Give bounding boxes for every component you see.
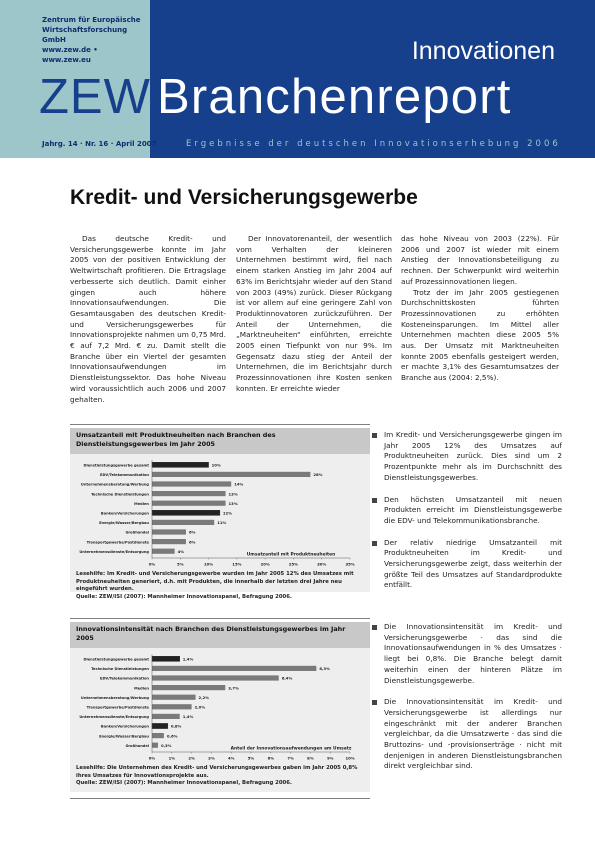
bar bbox=[152, 549, 175, 554]
bar-chart-product-share bbox=[76, 458, 364, 570]
org-name-line1: Zentrum für Europäische bbox=[42, 16, 141, 24]
category-label: Energie/Wasser/Bergbau bbox=[99, 734, 149, 739]
bullet-square-icon bbox=[372, 498, 377, 503]
x-tick-label: 9% bbox=[326, 755, 334, 761]
list-item bbox=[372, 430, 562, 484]
x-tick-label: 1% bbox=[168, 755, 176, 761]
body-column-3 bbox=[401, 234, 559, 384]
category-label: Unternehmensdienste/Entsorgung bbox=[79, 715, 149, 720]
list-item bbox=[372, 538, 562, 592]
data-label: 6% bbox=[188, 539, 196, 545]
category-label: Energie/Wasser/Bergbau bbox=[99, 521, 149, 526]
category-label: EDV/Telekommunikation bbox=[99, 676, 149, 681]
category-label: Medien bbox=[134, 686, 149, 691]
data-label: 13% bbox=[228, 500, 238, 506]
category-label: Banken/Versicherungen bbox=[100, 511, 149, 516]
data-label: 0,3% bbox=[160, 742, 172, 748]
chart-reading-aid: Lesehilfe: Die Unternehmen des Kredit- und Versicherungsgewerbes gaben im Jahr 2005 0,8% ihres Umsatzes für Innovationsprojekte aus. bbox=[76, 765, 358, 779]
bullet-square-icon bbox=[372, 433, 377, 438]
chart-plot bbox=[76, 652, 364, 764]
bar bbox=[152, 510, 220, 515]
list-item bbox=[372, 495, 562, 527]
data-label: 0,8% bbox=[170, 723, 182, 729]
x-tick-label: 6% bbox=[267, 755, 275, 761]
x-tick-label: 5% bbox=[247, 755, 255, 761]
category-label: Unternehmensberatung/Werbung bbox=[80, 695, 149, 700]
x-tick-label: 3% bbox=[208, 755, 215, 761]
list-item bbox=[372, 697, 562, 772]
x-tick-label: 10% bbox=[204, 561, 214, 567]
bar bbox=[152, 656, 180, 661]
report-subtitle: Ergebnisse der deutschen Innovationserhebung 2006 bbox=[186, 139, 561, 149]
chart-source: Quelle: ZEW/ISI (2007): Mannheimer Innovationspanel, Befragung 2006. bbox=[76, 780, 292, 786]
category-label: Technische Dienstleistungen bbox=[91, 667, 149, 672]
bar bbox=[152, 743, 158, 748]
zew-logo: ZEW bbox=[39, 70, 151, 124]
issue-info: Jahrg. 14 · Nr. 16 · April 2007 bbox=[42, 140, 157, 148]
bar bbox=[152, 472, 310, 477]
x-tick-label: 10% bbox=[345, 755, 355, 761]
category-label: Großhandel bbox=[125, 530, 149, 535]
bullet-text: Den höchsten Umsatzanteil mit neuen Produkten erreicht im Dienstleistungsgewerbe die EDV- und Telekommunikationsbranche. bbox=[384, 494, 562, 525]
chart-box-product-share bbox=[70, 428, 370, 600]
bar bbox=[152, 695, 196, 700]
bar bbox=[152, 704, 192, 709]
chart-source: Quelle: ZEW/ISI (2007): Mannheimer Innovationspanel, Befragung 2006. bbox=[76, 593, 292, 600]
category-label: Technische Dienstleistungen bbox=[91, 492, 149, 497]
category-label: Großhandel bbox=[125, 743, 149, 748]
x-tick-label: 20% bbox=[260, 561, 270, 567]
paragraph: Der Innovatorenanteil, der wesentlich vom Verhalten der kleineren Unternehmen bestimmt wird, fiel nach einem starken Anstieg im Jahr 2004 auf 63% im Berichtsjahr wieder auf den Stand von 2003 (49%) zurück. Dieser Rückgang ist vor allem auf eine geringere Zahl von Produktinnovatoren zurückzuführen. Der Anteil der Unternehmen, die „Marktneuheiten“ einführten, erreichte 2005 einen Tiefpunkt von nur 9%. Im Gegensatz dazu stieg der Anteil der Unternehmen, die im Berichtsjahr durch Prozessinnovationen ihre Kosten senken konnten. Er erreichte wieder bbox=[236, 234, 392, 393]
data-label: 1,4% bbox=[182, 714, 194, 720]
data-label: 6% bbox=[188, 529, 196, 535]
bar bbox=[152, 481, 231, 486]
bullet-square-icon bbox=[372, 541, 377, 546]
bar bbox=[152, 462, 209, 467]
chart-title: Innovationsintensität nach Branchen des Dienstleistungsgewerbes im Jahr 2005 bbox=[70, 622, 370, 648]
data-label: 13% bbox=[228, 491, 238, 497]
chart-reading-aid: Lesehilfe: Im Kredit- und Versicherungsgewerbe wurden im Jahr 2005 12% des Umsatzes mit Produktneuheiten generiert, d.h. mit Produkten, die innerhalb der letzten drei Jahre neu eingeführt wurden. bbox=[76, 571, 354, 592]
x-tick-label: 4% bbox=[227, 755, 235, 761]
data-label: 2,0% bbox=[194, 704, 206, 710]
bar bbox=[152, 714, 180, 719]
data-label: 6,4% bbox=[281, 675, 293, 681]
bullet-list-1 bbox=[372, 430, 562, 602]
body-column-1 bbox=[70, 234, 226, 405]
bar-chart-innovation-intensity bbox=[76, 652, 364, 764]
category-label: Transportgewerbe/Postdienste bbox=[86, 705, 149, 710]
org-urls: www.zew.de • www.zew.eu bbox=[42, 46, 98, 64]
organization-info bbox=[42, 15, 146, 65]
bar bbox=[152, 501, 226, 506]
bar bbox=[152, 733, 164, 738]
bullet-text: Im Kredit- und Versicherungsgewerbe gingen im Jahr 2005 12% des Umsatzes auf Produktneuheiten zurück. Dies sind um 2 Prozentpunkte mehr als im Durchschnitt des Dienstleistungsgewerbes. bbox=[384, 430, 562, 482]
bullet-text: Die Innovationsintensität im Kredit- und Versicherungsgewerbe ist allerdings nur eingeschränkt mit der anderer Branchen vergleichbar, da die Umsatzwerte · das sind die Bruttozins- und -provisionserträge · nicht mit denjenigen in anderen Dienstleistungsbranchen direkt vergleichbar sind. bbox=[384, 697, 562, 771]
category-label: Banken/Versicherungen bbox=[100, 724, 149, 729]
list-item bbox=[372, 622, 562, 686]
bullet-list-2 bbox=[372, 622, 562, 783]
x-tick-label: 35% bbox=[345, 561, 355, 567]
category-label: Dienstleistungsgewerbe gesamt bbox=[83, 657, 149, 662]
report-title-big: Branchenreport bbox=[157, 70, 512, 124]
chart-top-rule bbox=[70, 424, 370, 425]
bar bbox=[152, 520, 214, 525]
category-label: Medien bbox=[134, 501, 149, 506]
bar bbox=[152, 666, 316, 671]
x-tick-label: 7% bbox=[287, 755, 294, 761]
data-label: 1,4% bbox=[182, 656, 194, 662]
x-tick-label: 25% bbox=[288, 561, 298, 567]
data-label: 11% bbox=[217, 520, 227, 526]
data-label: 0,6% bbox=[166, 733, 178, 739]
x-axis-label: Anteil der Innovationsaufwendungen am Umsatz bbox=[230, 746, 352, 752]
x-tick-label: 30% bbox=[317, 561, 327, 567]
chart-note bbox=[76, 571, 366, 601]
bullet-square-icon bbox=[372, 700, 377, 705]
report-title-small: Innovationen bbox=[411, 37, 555, 65]
chart-bottom-rule bbox=[70, 798, 370, 799]
data-label: 4% bbox=[177, 548, 185, 554]
bar bbox=[152, 529, 186, 534]
data-label: 8,3% bbox=[319, 666, 330, 672]
paragraph: Das deutsche Kredit- und Versicherungsgewerbe konnte im Jahr 2005 von der positiven Entwicklung der Weltwirtschaft profitieren. Die Ertragslage verbesserte sich deutlich. Damit einher gingen auch höhere Innovationsaufwendungen. Die Gesamtausgaben des deutschen Kredit- und Versicherungsgewerbes für Innovationsprojekte nahmen um 0,75 Mrd. € auf 7,2 Mrd. € zu. Damit stellt die Branche über ein Viertel der gesamten Innovationsaufwendungen im Dienstleistungssektor. Das hohe Niveau wird voraussichtlich auch 2006 und 2007 gehalten. bbox=[70, 234, 226, 404]
x-tick-label: 0% bbox=[148, 755, 156, 761]
bar bbox=[152, 685, 225, 690]
data-label: 14% bbox=[234, 481, 244, 487]
data-label: 10% bbox=[211, 462, 221, 468]
x-tick-label: 2% bbox=[188, 755, 195, 761]
chart-top-rule bbox=[70, 618, 370, 619]
paragraph: Trotz der im Jahr 2005 gestiegenen Durchschnittskosten führten Prozessinnovationen zu erhöhten Kosteneinsparungen. Im Mittel aller Unternehmen machten diese 2005 5% aus. Der Umsatz mit Marktneuheiten konnte 2005 ebenfalls gesteigert werden, er machte 3,1% des Gesamtumsatzes der Branche aus (2004: 2,5%). bbox=[401, 287, 559, 383]
data-label: 28% bbox=[313, 472, 323, 478]
category-label: EDV/Telekommunikation bbox=[99, 473, 149, 478]
x-axis-label: Umsatzanteil mit Produktneuheiten bbox=[246, 552, 336, 558]
bar bbox=[152, 723, 168, 728]
category-label: Unternehmensberatung/Werbung bbox=[80, 482, 149, 487]
category-label: Unternehmensdienste/Entsorgung bbox=[79, 549, 149, 554]
page-title: Kredit- und Versicherungsgewerbe bbox=[70, 186, 418, 209]
x-tick-label: 0% bbox=[148, 561, 156, 567]
bar bbox=[152, 675, 279, 680]
chart-plot bbox=[76, 458, 364, 570]
x-tick-label: 5% bbox=[177, 561, 184, 567]
org-name-line2: Wirtschaftsforschung GmbH bbox=[42, 26, 128, 44]
chart-title: Umsatzanteil mit Produktneuheiten nach Branchen des Dienstleistungsgewerbes im Jahr 2005 bbox=[70, 428, 370, 454]
chart-note bbox=[76, 765, 366, 788]
category-label: Transportgewerbe/Postdienste bbox=[86, 540, 149, 545]
data-label: 3,7% bbox=[228, 685, 239, 691]
bullet-square-icon bbox=[372, 625, 377, 630]
bullet-text: Die Innovationsintensität im Kredit- und Versicherungsgewerbe · das sind die Innovationsaufwendungen in % des Umsatzes · liegt bei 0,8%. Die Branche belegt damit weiterhin einen der hinteren Plätze im Dienstleistungsgewerbe. bbox=[384, 622, 562, 685]
body-column-2 bbox=[236, 234, 392, 395]
data-label: 2,2% bbox=[198, 694, 210, 700]
chart-box-innovation-intensity bbox=[70, 622, 370, 792]
x-tick-label: 15% bbox=[232, 561, 242, 567]
paragraph: das hohe Niveau von 2003 (22%). Für 2006 und 2007 ist wieder mit einem Anstieg der Innovationsbeteiligung zu rechnen. Der Schwerpunkt wird weiterhin auf Prozessinnovationen liegen. bbox=[401, 234, 559, 286]
x-tick-label: 8% bbox=[307, 755, 314, 761]
data-label: 12% bbox=[222, 510, 232, 516]
bullet-text: Der relativ niedrige Umsatzanteil mit Produktneuheiten im Kredit- und Versicherungsgewerbe zeigt, dass weiterhin der größte Teil des Umsatzes auf Standardprodukte entfällt. bbox=[384, 537, 562, 590]
bar bbox=[152, 539, 186, 544]
bar bbox=[152, 491, 226, 496]
category-label: Dienstleistungsgewerbe gesamt bbox=[83, 463, 149, 468]
